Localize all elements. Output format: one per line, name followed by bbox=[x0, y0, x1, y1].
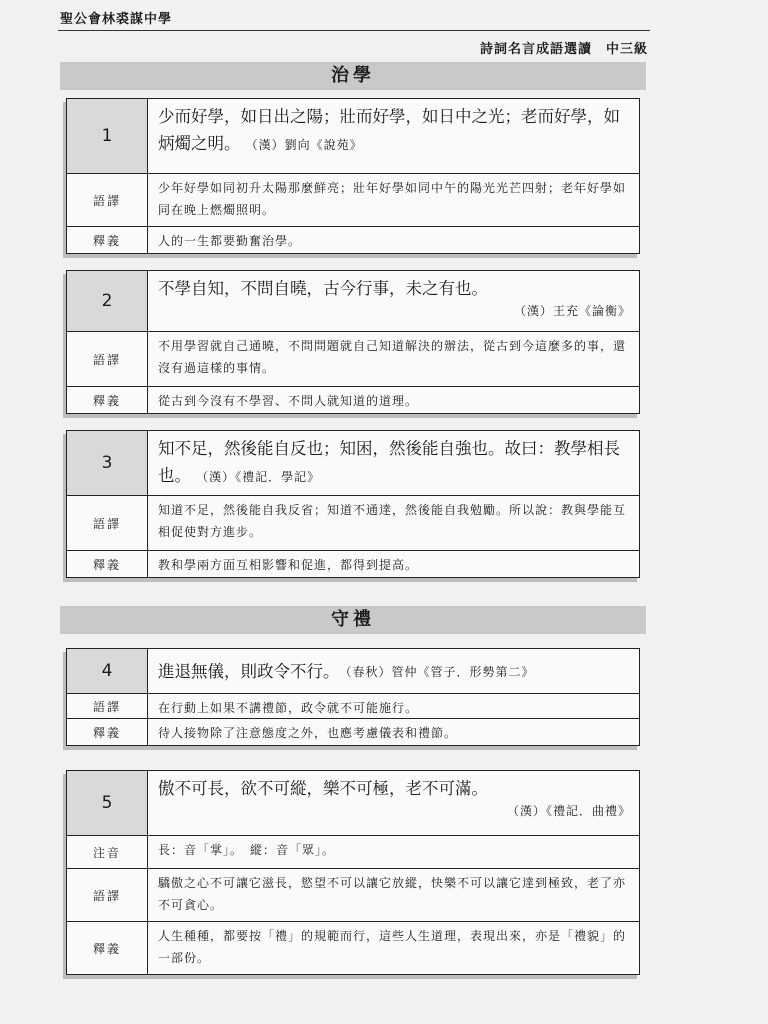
quote-source: （漢）王充《論衡》 bbox=[513, 304, 631, 318]
entry-number: 5 bbox=[67, 771, 148, 835]
entry-number: 2 bbox=[67, 271, 148, 331]
school-name: 聖公會林裘謀中學 bbox=[60, 12, 173, 27]
quote-text: 不學自知，不問自曉，古今行事，未之有也。 bbox=[158, 279, 488, 298]
meaning-text: 待人接物除了注意態度之外，也應考慮儀表和禮節。 bbox=[158, 726, 458, 740]
row-label-meaning: 釋義 bbox=[67, 719, 148, 745]
entry-card-1 bbox=[66, 98, 640, 254]
meaning-text: 教和學兩方面互相影響和促進，都得到提高。 bbox=[158, 558, 419, 572]
entry-card-2 bbox=[66, 270, 640, 414]
row-label-translation: 語譯 bbox=[67, 496, 148, 550]
series-title: 詩詞名言成語選讀 中三級 bbox=[479, 42, 648, 57]
translation-text: 不用學習就自己通曉，不問問題就自己知道解決的辦法，從古到今這麼多的事，還沒有過這樣的事情。 bbox=[158, 339, 627, 375]
row-label-translation: 語譯 bbox=[67, 869, 148, 921]
row-label-meaning: 釋義 bbox=[67, 227, 148, 253]
entry-card-5 bbox=[66, 770, 640, 975]
row-label-meaning: 釋義 bbox=[67, 387, 148, 413]
meaning-text: 人的一生都要勤奮治學。 bbox=[158, 234, 302, 248]
quote-source: （漢）《禮記．學記》 bbox=[196, 470, 321, 484]
entry-number: 1 bbox=[67, 99, 148, 173]
meaning-text: 從古到今沒有不學習、不問人就知道的道理。 bbox=[158, 394, 419, 408]
row-label-meaning: 釋義 bbox=[67, 551, 148, 577]
row-label-meaning: 釋義 bbox=[67, 922, 148, 974]
section-title-1: 治學 bbox=[60, 62, 646, 90]
pronunciation-text: 長：音「掌」。 縱：音「眾」。 bbox=[158, 843, 336, 857]
translation-text: 驕傲之心不可讓它滋長，慾望不可以讓它放縱，快樂不可以讓它達到極致，老了亦不可貪心。 bbox=[158, 876, 627, 912]
section-title-2: 守禮 bbox=[60, 606, 646, 634]
row-label-translation: 語譯 bbox=[67, 174, 148, 226]
quote-source: （春秋）管仲《管子．形勢第二》 bbox=[339, 664, 535, 679]
quote-source: （漢）劉向《說苑》 bbox=[245, 138, 363, 152]
entry-number: 3 bbox=[67, 431, 148, 495]
translation-text: 知道不足，然後能自我反省；知道不通達，然後能自我勉勵。所以說：教與學能互相促使對方進步。 bbox=[158, 503, 627, 539]
quote-text: 進退無儀，則政令不行。 bbox=[158, 661, 340, 681]
translation-text: 在行動上如果不講禮節，政令就不可能施行。 bbox=[158, 701, 419, 715]
quote-source: （漢）《禮記．曲禮》 bbox=[506, 804, 631, 818]
quote-text: 傲不可長，欲不可縱，樂不可極，老不可滿。 bbox=[158, 779, 488, 798]
row-label-translation: 語譯 bbox=[67, 694, 148, 718]
entry-card-4 bbox=[66, 648, 640, 746]
entry-number: 4 bbox=[67, 649, 148, 693]
row-label-pronunciation: 注音 bbox=[67, 836, 148, 868]
header-rule bbox=[58, 30, 650, 31]
translation-text: 少年好學如同初升太陽那麼鮮亮；壯年好學如同中午的陽光光芒四射；老年好學如同在晚上燃燭照明。 bbox=[158, 181, 627, 217]
row-label-translation: 語譯 bbox=[67, 332, 148, 386]
quote-text: 知不足，然後能自反也；知困，然後能自強也。故曰：教學相長也。 bbox=[158, 439, 620, 485]
entry-card-3 bbox=[66, 430, 640, 578]
meaning-text: 人生種種，都要按「禮」的規範而行，這些人生道理，表現出來，亦是「禮貌」的一部份。 bbox=[158, 929, 627, 965]
quote-text: 少而好學，如日出之陽；壯而好學，如日中之光；老而好學，如炳燭之明。 bbox=[158, 107, 620, 153]
